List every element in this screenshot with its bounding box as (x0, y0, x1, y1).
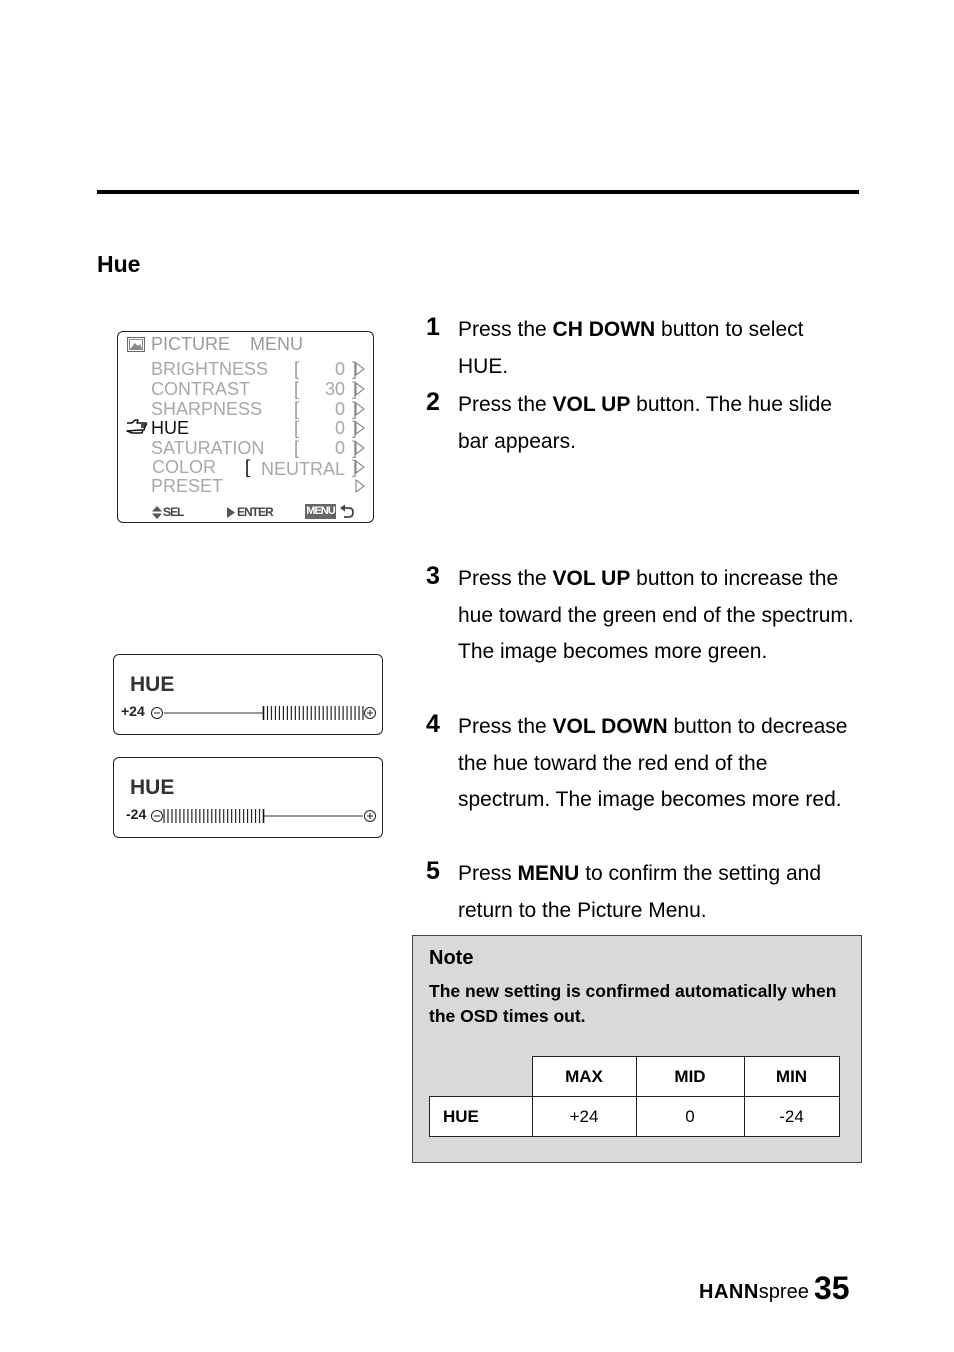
table-header: MID (636, 1057, 744, 1097)
osd-row-brightness (151, 359, 371, 379)
step-keyword: VOL DOWN (552, 715, 668, 738)
top-rule (97, 190, 859, 194)
step-keyword: VOL UP (552, 393, 631, 416)
table-cell: -24 (744, 1097, 839, 1137)
bracket-right: ] (351, 438, 357, 458)
step-text (458, 709, 853, 819)
osd-row-contrast (151, 379, 371, 399)
osd-row-saturation (151, 438, 371, 458)
osd-value: 0 (334, 418, 345, 438)
bracket-left: [ (294, 379, 300, 399)
table-cell: +24 (532, 1097, 636, 1137)
step-keyword: MENU (517, 862, 580, 885)
bracket-left: [ (294, 418, 300, 438)
table-corner (430, 1057, 533, 1097)
osd-label: CONTRAST (151, 379, 250, 399)
step-text (458, 856, 838, 929)
step-text-part: Press the (458, 715, 553, 738)
table-row (430, 1097, 840, 1137)
osd-label: HUE (151, 418, 190, 438)
osd-row-sharpness (151, 399, 371, 419)
table-row-label: HUE (430, 1097, 533, 1137)
arrow-right-icon (355, 460, 365, 474)
osd-row-hue (151, 418, 371, 438)
osd-title: PICTURE MENU (151, 334, 304, 354)
step-text-part: button. The hue slide bar appears. (458, 393, 832, 453)
step-number: 4 (426, 710, 440, 738)
osd-value: NEUTRAL (260, 459, 345, 479)
step-text-part: to confirm the setting and return to the Picture Menu. (458, 862, 821, 922)
step-number: 5 (426, 857, 440, 885)
enter-label: ENTER (237, 505, 273, 519)
arrow-right-icon (355, 402, 365, 416)
table-header: MIN (744, 1057, 839, 1097)
osd-value: 0 (334, 438, 345, 458)
osd-value: 0 (334, 359, 345, 379)
bracket-left: [ (294, 438, 300, 458)
hue-bar-title: HUE (130, 776, 175, 799)
osd-label: PRESET (151, 476, 224, 496)
hue-slide-bar-max (113, 654, 383, 735)
step-text-part: Press the (458, 393, 553, 416)
sel-label: SEL (163, 505, 184, 519)
table-header: MAX (532, 1057, 636, 1097)
hue-range-table (429, 1056, 840, 1137)
step-text (458, 561, 858, 671)
bracket-right: ] (351, 379, 357, 399)
note-text: The new setting is confirmed automatically when the OSD times out. (429, 981, 837, 1026)
osd-row-color (151, 457, 371, 477)
step-text (458, 387, 858, 460)
pointing-hand-icon (126, 419, 148, 435)
hue-bar-value: +24 (121, 703, 145, 719)
bracket-left: [ (294, 359, 300, 379)
enter-arrow-icon (227, 507, 235, 518)
table-header-row (430, 1057, 840, 1097)
bracket-left: [ (245, 457, 251, 477)
hue-slider-track (150, 701, 378, 723)
menu-key: MENU (306, 505, 335, 517)
arrow-right-icon (355, 441, 365, 455)
step-number: 3 (426, 562, 440, 590)
brand-bold: HANN (699, 1281, 759, 1303)
osd-label: BRIGHTNESS (151, 359, 269, 379)
arrow-right-icon (355, 421, 365, 435)
step-number: 1 (426, 313, 440, 341)
brand-logo (699, 1281, 809, 1304)
brand-light: spree (758, 1281, 809, 1303)
up-down-arrow-icon (152, 506, 162, 519)
note-box (412, 935, 862, 1163)
step-keyword: CH DOWN (552, 318, 656, 341)
hue-slide-bar-min (113, 757, 383, 838)
step-text-part: Press (458, 862, 518, 885)
osd-label: COLOR (152, 457, 217, 477)
osd-label: SHARPNESS (151, 399, 263, 419)
step-keyword: VOL UP (552, 567, 631, 590)
hue-bar-value: -24 (126, 806, 147, 822)
arrow-right-icon (355, 479, 365, 493)
back-arrow-icon (339, 504, 355, 520)
osd-value: 30 (324, 379, 345, 399)
arrow-right-icon (355, 362, 365, 376)
picture-menu-osd (117, 331, 374, 523)
picture-icon (127, 337, 145, 352)
step-text-part: Press the (458, 318, 553, 341)
bracket-right: ] (351, 359, 357, 379)
osd-row-preset (151, 476, 371, 496)
step-text (458, 312, 858, 385)
table-cell: 0 (636, 1097, 744, 1137)
bracket-left: [ (294, 399, 300, 419)
note-title: Note (429, 947, 474, 969)
osd-label: SATURATION (151, 438, 265, 458)
step-number: 2 (426, 388, 440, 416)
bracket-right: ] (351, 457, 357, 477)
step-text-part: button to decrease the hue toward the red end of the spectrum. The image becomes more red. (458, 715, 848, 811)
bracket-right: ] (351, 399, 357, 419)
step-text-part: button to increase the hue toward the green end of the spectrum. The image becomes more green. (458, 567, 854, 663)
step-text-part: button to select HUE. (458, 318, 804, 378)
hue-slider-track (150, 804, 378, 826)
step-text-part: Press the (458, 567, 553, 590)
bracket-right: ] (351, 418, 357, 438)
arrow-right-icon (355, 382, 365, 396)
osd-value: 0 (334, 399, 345, 419)
page-number: 35 (814, 1270, 850, 1306)
section-title: Hue (97, 251, 141, 277)
hue-bar-title: HUE (130, 673, 175, 696)
